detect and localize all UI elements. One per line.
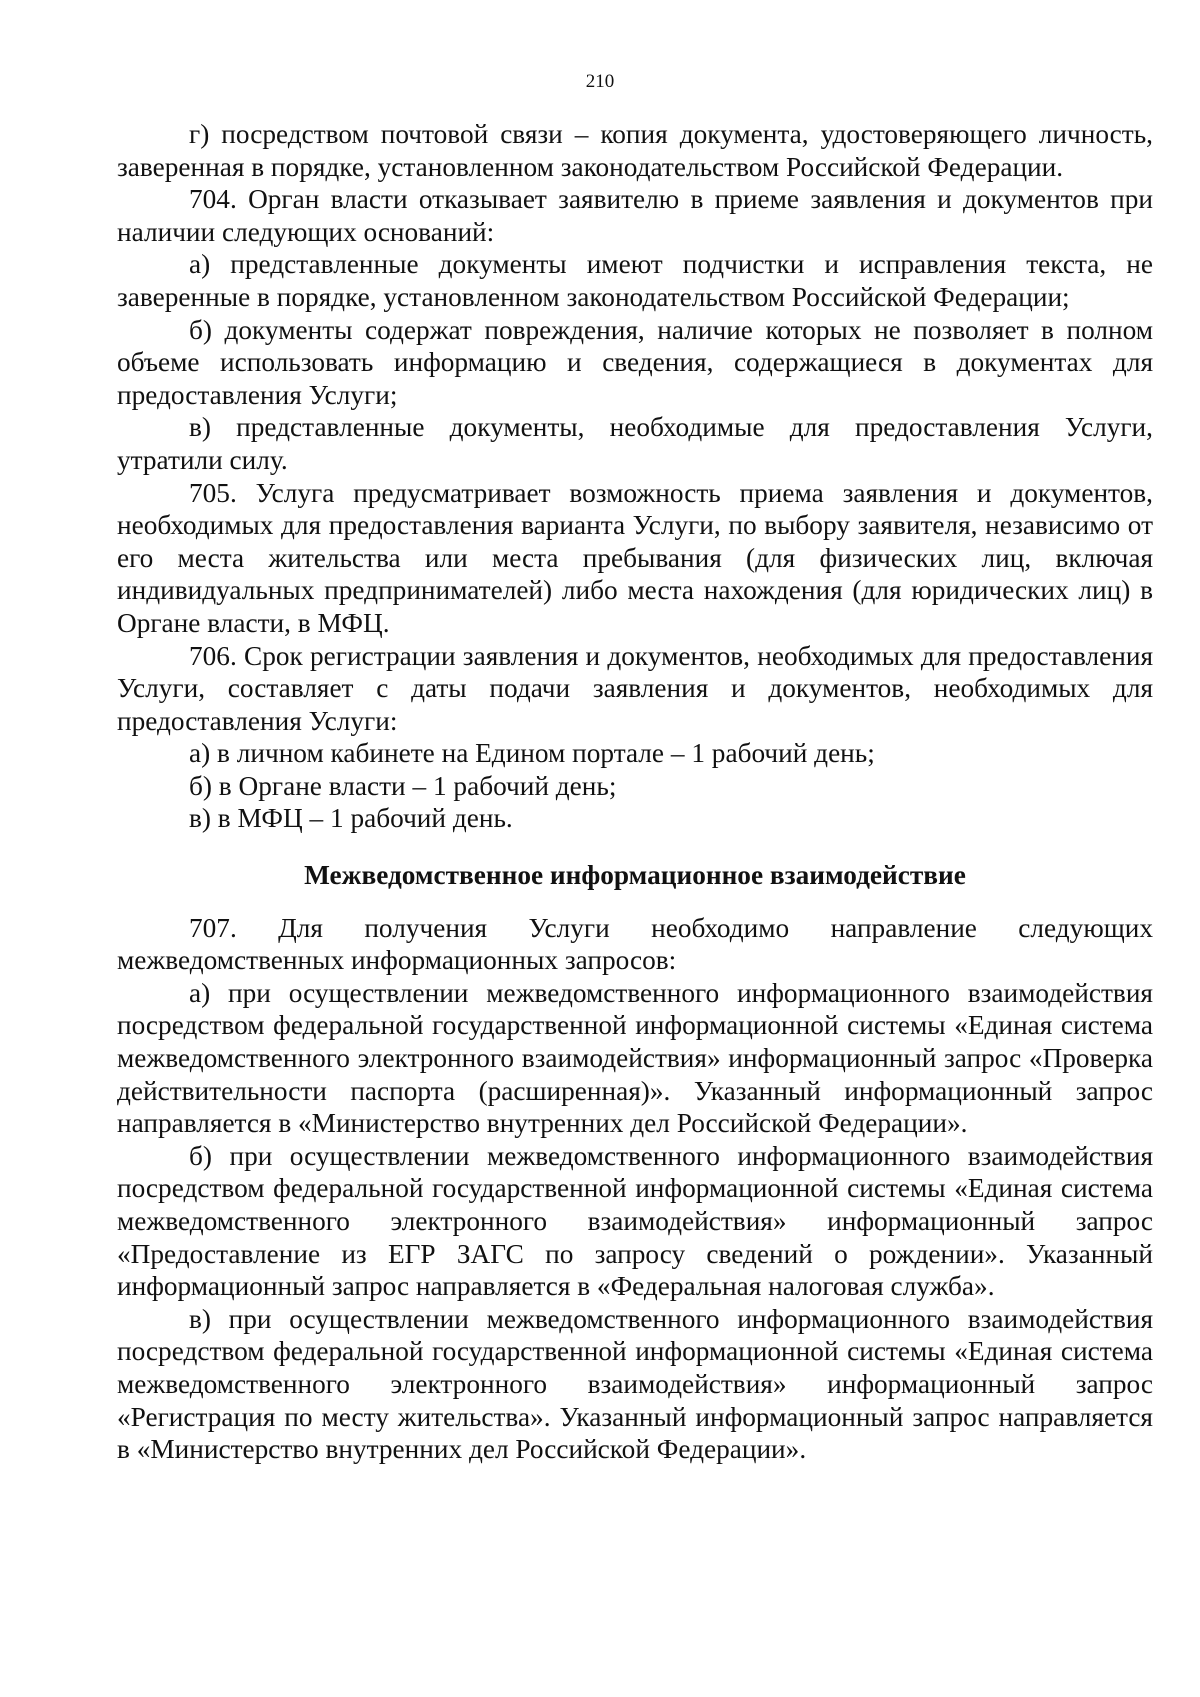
page-number: 210 bbox=[585, 71, 615, 92]
paragraph-707-a: а) при осуществлении межведомственного информационного взаимодействия посредством федеральной государственной информационной системы «Единая система межведомственного электронного взаимодействия» информационный запрос «Проверка действительности паспорта (расширенная)». Указанный информационный запрос направляется в «Министерство внутренних дел Российской Федерации». bbox=[117, 977, 1153, 1139]
paragraph-707-b: б) при осуществлении межведомственного информационного взаимодействия посредством федеральной государственной информационной системы «Единая система межведомственного электронного взаимодействия» информационный запрос «Предоставление из ЕГР ЗАГС по запросу сведений о рождении». Указанный информационный запрос направляется в «Федеральная налоговая служба». bbox=[117, 1140, 1153, 1302]
paragraph-706-a: а) в личном кабинете на Едином портале – 1 рабочий день; bbox=[189, 738, 875, 769]
document-body bbox=[117, 118, 1153, 1466]
paragraph-706-b: б) в Органе власти – 1 рабочий день; bbox=[189, 770, 617, 801]
section-heading: Межведомственное информационное взаимодействие bbox=[304, 860, 966, 891]
paragraph-707-v: в) при осуществлении межведомственного информационного взаимодействия посредством федеральной государственной информационной системы «Единая система межведомственного электронного взаимодействия» информационный запрос «Регистрация по месту жительства». Указанный информационный запрос направляется в «Министерство внутренних дел Российской Федерации». bbox=[117, 1303, 1153, 1465]
paragraph-706-v: в) в МФЦ – 1 рабочий день. bbox=[189, 803, 513, 834]
paragraph-704-b: б) документы содержат повреждения, наличие которых не позволяет в полном объеме использовать информацию и сведения, содержащиеся в документах для предоставления Услуги; bbox=[117, 314, 1153, 410]
paragraph-704-a: а) представленные документы имеют подчистки и исправления текста, не заверенные в порядке, установленном законодательством Российской Федерации; bbox=[117, 249, 1153, 312]
paragraph-705: 705. Услуга предусматривает возможность приема заявления и документов, необходимых для предоставления варианта Услуги, по выбору заявителя, независимо от его места жительства или места пребывания (для физических лиц, включая индивидуальных предпринимателей) либо места нахождения (для юридических лиц) в Органе власти, в МФЦ. bbox=[117, 477, 1153, 638]
paragraph-g-postal: г) посредством почтовой связи – копия документа, удостоверяющего личность, заверенная в порядке, установленном законодательством Российской Федерации. bbox=[117, 119, 1153, 182]
paragraph-707: 707. Для получения Услуги необходимо направление следующих межведомственных информационных запросов: bbox=[117, 912, 1153, 976]
paragraph-704: 704. Орган власти отказывает заявителю в приеме заявления и документов при наличии следующих оснований: bbox=[117, 184, 1153, 247]
paragraph-706: 706. Срок регистрации заявления и документов, необходимых для предоставления Услуги, составляет с даты подачи заявления и документов, необходимых для предоставления Услуги: bbox=[117, 640, 1153, 736]
paragraph-704-v: в) представленные документы, необходимые для предоставления Услуги, утратили силу. bbox=[117, 412, 1153, 475]
